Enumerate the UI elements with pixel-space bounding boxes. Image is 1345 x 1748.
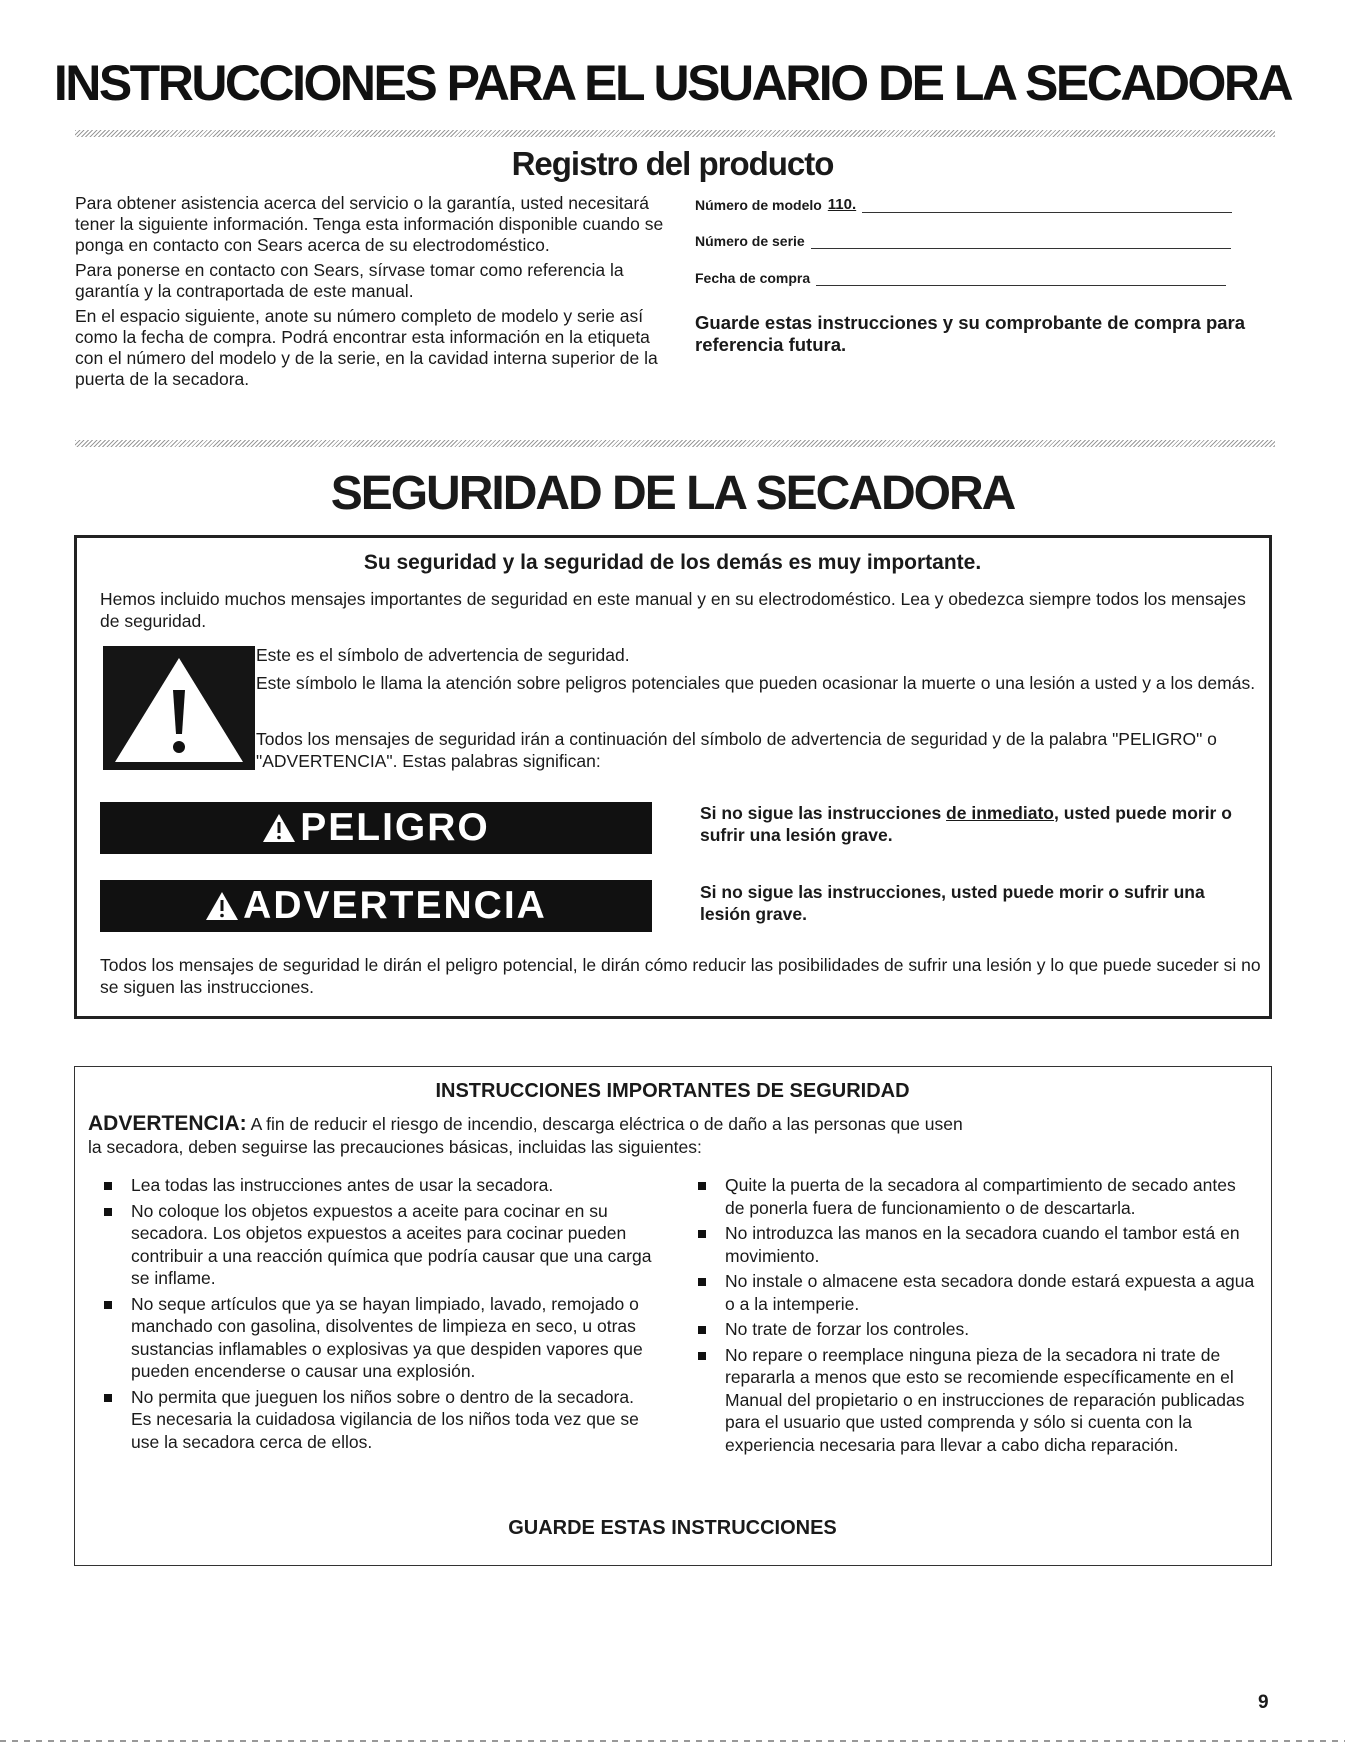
list-item: Lea todas las instrucciones antes de usar la secadora. xyxy=(96,1174,656,1197)
warning-banner xyxy=(100,880,652,932)
list-item: No repare o reemplace ninguna pieza de la secadora ni trate de repararla a menos que esto se recomiende específicamente en el Manual del propietario o en instrucciones de reparación publicadas para el usuario que usted comprenda y sólo si cuenta con la experiencia necesaria para llevar a cabo dicha reparación. xyxy=(690,1344,1260,1457)
warning-triangle-icon xyxy=(103,646,255,770)
list-item: No coloque los objetos expuestos a aceite para cocinar en su secadora. Los objetos expuestos a aceites para cocinar pueden contribuir a una reacción química que podría causar que una carga se inflame. xyxy=(96,1200,656,1290)
registration-paragraph: En el espacio siguiente, anote su número completo de modelo y serie así como la fecha de compra. Podrá encontrar esta información en la etiqueta con el número del modelo y de la serie, en la cavidad interna superior de la puerta de la secadora. xyxy=(75,306,658,389)
keep-instructions-note: Guarde estas instrucciones y su comprobante de compra para referencia futura. xyxy=(695,312,1246,355)
safety-title: SEGURIDAD DE LA SECADORA xyxy=(330,467,1015,520)
important-warning xyxy=(88,1112,1268,1159)
model-number-label: Número de modelo xyxy=(695,197,822,213)
list-item: No instale o almacene esta secadora donde estará expuesta a agua o a la intemperie. xyxy=(690,1270,1260,1315)
list-item: No trate de forzar los controles. xyxy=(690,1318,1260,1341)
serial-number-label: Número de serie xyxy=(695,233,805,249)
bullet-icon xyxy=(104,1208,112,1216)
warning-triangle-icon xyxy=(205,891,239,921)
registration-paragraph: Para obtener asistencia acerca del servicio o la garantía, usted necesitará tener la siguiente información. Tenga esta información disponible cuando se ponga en contacto con Sears acerca de su electrodoméstico. xyxy=(75,193,664,255)
safety-list-right xyxy=(690,1174,1260,1459)
bullet-icon xyxy=(104,1182,112,1190)
bullet-icon xyxy=(698,1230,706,1238)
bullet-icon xyxy=(104,1301,112,1309)
safety-box-footer: Todos los mensajes de seguridad le dirán el peligro potencial, le dirán cómo reducir las posibilidades de sufrir una lesión y lo que puede suceder si no se siguen las instrucciones. xyxy=(100,955,1261,997)
symbol-description: Este símbolo le llama la atención sobre peligros potenciales que pueden ocasionar la muerte o una lesión a usted y a los demás. xyxy=(256,673,1256,693)
bottom-edge xyxy=(0,1740,1345,1742)
danger-text-emphasis: de inmediato xyxy=(946,803,1054,823)
safety-intro: Hemos incluido muchos mensajes importantes de seguridad en este manual y en su electrodoméstico. Lea y obedezca siempre todos los mensajes de seguridad. xyxy=(100,589,1246,631)
save-instructions-footer: GUARDE ESTAS INSTRUCCIONES xyxy=(508,1517,837,1539)
divider xyxy=(75,440,1275,447)
warning-triangle-icon xyxy=(262,813,296,843)
danger-text: , usted puede morir o sufrir una lesión grave. xyxy=(700,803,1232,845)
purchase-date-field[interactable] xyxy=(695,270,1226,286)
serial-number-field[interactable] xyxy=(695,233,1231,249)
list-item: No permita que jueguen los niños sobre o dentro de la secadora. Es necesaria la cuidadosa vigilancia de los niños toda vez que se use la secadora cerca de ellos. xyxy=(96,1386,656,1454)
warning-text: A fin de reducir el riesgo de incendio, descarga eléctrica o de daño a las personas que usen xyxy=(246,1114,963,1134)
bullet-icon xyxy=(698,1278,706,1286)
page-title: INSTRUCCIONES PARA EL USUARIO DE LA SECADORA xyxy=(53,55,1292,111)
warning-text: la secadora, deben seguirse las precauciones básicas, incluidas las siguientes: xyxy=(88,1137,702,1157)
model-number-value: 110. xyxy=(827,196,857,213)
symbol-description: Todos los mensajes de seguridad irán a continuación del símbolo de advertencia de seguridad y de la palabra "PELIGRO" o "ADVERTENCIA". Estas palabras significan: xyxy=(256,729,1217,771)
danger-label: PELIGRO xyxy=(300,806,490,849)
warning-label: ADVERTENCIA xyxy=(243,884,547,927)
divider xyxy=(75,130,1275,137)
warning-description: Si no sigue las instrucciones, usted puede morir o sufrir una lesión grave. xyxy=(700,882,1205,924)
danger-banner xyxy=(100,802,652,854)
list-item: No seque artículos que ya se hayan limpiado, lavado, remojado o manchado con gasolina, disolventes de limpieza en seco, u otras sustancias inflamables o explosivas ya que despiden vapores que pueden encenderse o causar una explosión. xyxy=(96,1293,656,1383)
registration-paragraph: Para ponerse en contacto con Sears, sírvase tomar como referencia la garantía y la contraportada de este manual. xyxy=(75,260,624,301)
registration-text xyxy=(75,193,675,394)
symbol-description: Este es el símbolo de advertencia de seguridad. xyxy=(256,645,630,665)
list-item: Quite la puerta de la secadora al compartimiento de secado antes de ponerla fuera de funcionamiento o de descartarla. xyxy=(690,1174,1260,1219)
danger-text: Si no sigue las instrucciones xyxy=(700,803,947,823)
bullet-icon xyxy=(104,1394,112,1402)
bullet-icon xyxy=(698,1352,706,1360)
model-number-field[interactable] xyxy=(695,196,1232,213)
bullet-icon xyxy=(698,1182,706,1190)
registration-title: Registro del producto xyxy=(511,145,834,182)
list-item: No introduzca las manos en la secadora cuando el tambor está en movimiento. xyxy=(690,1222,1260,1267)
danger-description xyxy=(700,802,1260,846)
safety-box-heading: Su seguridad y la seguridad de los demás es muy importante. xyxy=(363,551,982,574)
warning-word: ADVERTENCIA: xyxy=(88,1112,247,1135)
bullet-icon xyxy=(698,1326,706,1334)
page-number: 9 xyxy=(1258,1692,1269,1713)
safety-list-left xyxy=(96,1174,656,1456)
purchase-date-label: Fecha de compra xyxy=(695,270,811,286)
important-instructions-heading: INSTRUCCIONES IMPORTANTES DE SEGURIDAD xyxy=(435,1080,910,1102)
